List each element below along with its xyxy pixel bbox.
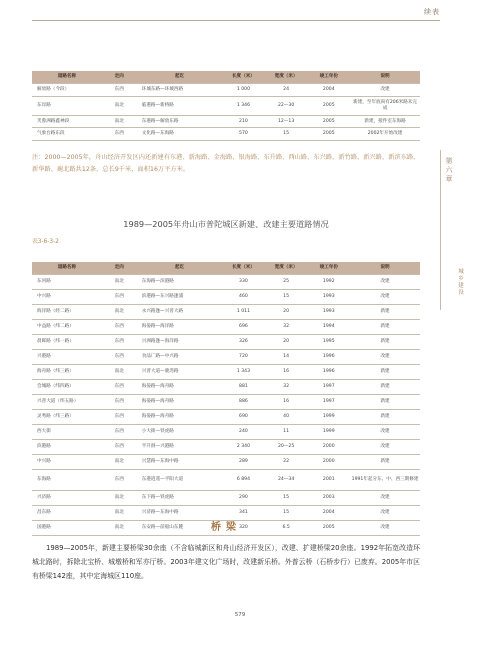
column-header: 走向 <box>102 262 137 275</box>
table-cell: 南北 <box>102 521 137 536</box>
table-cell: 210 <box>222 115 265 128</box>
table-row <box>32 96 420 115</box>
table-cell: 240 <box>222 425 265 440</box>
table-cell: 1 011 <box>222 305 265 320</box>
table-cell: 食品厂路—中兴路 <box>137 350 222 365</box>
table-row <box>32 335 420 350</box>
table-cell: 690 <box>222 410 265 425</box>
table-cell: 20 <box>265 305 308 320</box>
table-cell: 东西 <box>102 410 137 425</box>
table-cell: 南北 <box>102 365 137 380</box>
section-title: 桥梁 <box>211 522 241 533</box>
table-cell: 326 <box>222 335 265 350</box>
table-cell: 320 <box>222 521 265 536</box>
table-cell: 1999 <box>307 425 350 440</box>
table-cell: 南北 <box>102 305 137 320</box>
table-cell: 2003 <box>307 491 350 506</box>
table-row <box>32 115 420 128</box>
column-header: 走向 <box>102 71 137 84</box>
table-cell: 兴港路 <box>32 350 102 365</box>
table-putuo-roads <box>32 262 420 536</box>
table-cell: 2005 <box>307 115 350 128</box>
table-cell: 460 <box>222 290 265 305</box>
table-cell: 新建 <box>350 410 420 425</box>
table-row <box>32 290 420 305</box>
table-cell: 1996 <box>307 350 350 365</box>
table-cell: 永兴路逢—兴普大路 <box>137 305 222 320</box>
table-cell: 32 <box>265 380 308 395</box>
table-cell: 中兴路 <box>32 455 102 470</box>
table-header-row <box>32 71 420 84</box>
table-cell: 新建 <box>350 365 420 380</box>
table-cell: 改建 <box>350 425 420 440</box>
chapter-label: 第六章 <box>445 157 453 184</box>
table-cell: 40 <box>265 410 308 425</box>
column-header: 起讫 <box>137 71 222 84</box>
table-row <box>32 380 420 395</box>
table-header-row <box>32 262 420 275</box>
table-row <box>32 305 420 320</box>
table-row <box>32 365 420 380</box>
table-cell: 中益路（纬二路） <box>32 320 102 335</box>
table-cell: 东港路—解放东路 <box>137 115 222 128</box>
table-cell: 兴普大道（纬五路） <box>32 395 102 410</box>
table-cell: 696 <box>222 320 265 335</box>
column-header: 长度（米） <box>222 71 265 84</box>
table-cell: 滨港路 <box>32 440 102 455</box>
table-cell: 改建 <box>350 84 420 97</box>
table-cell: 289 <box>222 455 265 470</box>
column-header: 竣工年份 <box>307 71 350 84</box>
table-cell: 24—34 <box>265 470 308 491</box>
table-cell: 15 <box>265 290 308 305</box>
table-row <box>32 491 420 506</box>
table-cell: 新建 <box>350 395 420 410</box>
table-cell: 解放路（今段） <box>32 84 102 97</box>
column-header: 宽度（米） <box>265 71 308 84</box>
table-cell: 兴普大道—鹿湾路 <box>137 365 222 380</box>
table-cell: 西大街 <box>32 425 102 440</box>
table-cell: 改建 <box>350 521 420 536</box>
table-row <box>32 128 420 141</box>
table-cell: 东海路 <box>32 470 102 491</box>
table-cell: 720 <box>222 350 265 365</box>
table-cell: 南北 <box>102 275 137 290</box>
table-cell: 晨晖路（纬一路） <box>32 335 102 350</box>
table-cell: 新建 <box>350 455 420 470</box>
table-cell: 24 <box>265 84 308 97</box>
table-cell: 新建 <box>350 380 420 395</box>
table-cell: 昌东路 <box>32 506 102 521</box>
table-cell: 290 <box>222 491 265 506</box>
column-header: 竣工年份 <box>307 262 350 275</box>
table-cell: 新建，至年底尚有206米路未完成 <box>350 96 420 115</box>
table-cell: 南北 <box>102 506 137 521</box>
table-row <box>32 440 420 455</box>
table-cell: 1997 <box>307 380 350 395</box>
table-row <box>32 455 420 470</box>
table-cell: 新建 <box>350 305 420 320</box>
table-cell: 国港路 <box>32 521 102 536</box>
table-cell: 11 <box>265 425 308 440</box>
table-cell: 东西 <box>102 335 137 350</box>
table-cell: 小大街—铁虎路 <box>137 425 222 440</box>
section-body: 1989—2005年，新建主要桥梁30余座（不含临城新区和舟山经济开发区），改建、扩建桥梁20余座。1992年拓宽改造环城北路时，拆除北宝桥、城墩桥和军亦厅桥。2003年建文化广场时，改建新乐桥。外普云桥（石桥步行）已废弃。2005年市区有桥梁142座，其中定海城区110座。 <box>32 544 420 580</box>
column-header: 长度（米） <box>222 262 265 275</box>
table-cell: 临港路—新桥路 <box>137 96 222 115</box>
column-header: 道路名称 <box>32 71 102 84</box>
table-cell: 南北 <box>102 491 137 506</box>
continued-label: 续表 <box>424 8 440 16</box>
table-cell: 东河路 <box>32 275 102 290</box>
table-cell: 海晏路—海舟路 <box>137 395 222 410</box>
table-cell: 新建 <box>350 320 420 335</box>
table-cell: 东西 <box>102 380 137 395</box>
table-cell: 东西 <box>102 470 137 491</box>
table-cell: 1999 <box>307 410 350 425</box>
table-cell: 1996 <box>307 365 350 380</box>
table-cell: 半升洞—兴港路 <box>137 440 222 455</box>
table-cell: 东西 <box>102 290 137 305</box>
table-cell: 2005 <box>307 521 350 536</box>
table-row <box>32 275 420 290</box>
table-cell: 灵秀路（纬三路） <box>32 410 102 425</box>
table-cell: 2005 <box>307 128 350 141</box>
table-cell: 1994 <box>307 320 350 335</box>
table-cell: 2004 <box>307 506 350 521</box>
table-cell: 中兴路 <box>32 290 102 305</box>
table-cell: 东西 <box>102 395 137 410</box>
table-cell: 15 <box>265 506 308 521</box>
sidebar-divider <box>440 150 441 310</box>
table-row <box>32 395 420 410</box>
table-cell: 新建，接件室东海路 <box>350 115 420 128</box>
table-cell: 1 346 <box>222 96 265 115</box>
table-number: 表3-6-3-2 <box>32 239 59 245</box>
table-cell: 东岸路 <box>32 96 102 115</box>
table-cell: 2 340 <box>222 440 265 455</box>
table-cell: 15 <box>265 491 308 506</box>
table-cell: 6.5 <box>265 521 308 536</box>
table-cell: 1997 <box>307 395 350 410</box>
table-cell: 兴洲路逢—海洋路 <box>137 335 222 350</box>
table-cell: 2005 <box>307 96 350 115</box>
table-cell: 20—25 <box>265 440 308 455</box>
table-cell: 文化路—东海路 <box>137 128 222 141</box>
table-row <box>32 320 420 335</box>
table-cell: 东安路—前船山东麓 <box>137 521 222 536</box>
table-cell: 12—13 <box>265 115 308 128</box>
table-cell: 海晏路—海舟路 <box>137 380 222 395</box>
table-cell: 海舟路（纬三路） <box>32 365 102 380</box>
table-cell: 南北 <box>102 455 137 470</box>
table-cell: 会城路（纬四路） <box>32 380 102 395</box>
table-cell: 20 <box>265 335 308 350</box>
table-cell: 22 <box>265 455 308 470</box>
table-cell: 15 <box>265 128 308 141</box>
column-header: 起讫 <box>137 262 222 275</box>
table-cell: 东西 <box>102 350 137 365</box>
table-cell: 改建 <box>350 290 420 305</box>
table-cell: 改建 <box>350 440 420 455</box>
column-header: 说明 <box>350 262 420 275</box>
table-cell: 2001 <box>307 470 350 491</box>
table-cell: 1 000 <box>222 84 265 97</box>
table-cell: 570 <box>222 128 265 141</box>
table-cell: 2004 <box>307 84 350 97</box>
table-row <box>32 410 420 425</box>
table-cell: 兴济路—东海中路 <box>137 506 222 521</box>
table-row <box>32 470 420 491</box>
table-cell: 海洋路（经二路） <box>32 305 102 320</box>
page-number: 579 <box>234 612 246 618</box>
table-cell: 881 <box>222 380 265 395</box>
table-cell: 16 <box>265 365 308 380</box>
table-cell: 32 <box>265 320 308 335</box>
table-cell: 东西 <box>102 84 137 97</box>
table-cell: 东西 <box>102 425 137 440</box>
table-cell: 海晏路—海洋路 <box>137 320 222 335</box>
table-cell: 环城东路—环城西路 <box>137 84 222 97</box>
chapter-name: 城乡建设 <box>457 268 463 296</box>
table-cell: 新建 <box>350 335 420 350</box>
table-cell: 22—30 <box>265 96 308 115</box>
table-cell: 1991年起分东、中、西三期修建 <box>350 470 420 491</box>
table-row <box>32 350 420 365</box>
table-cell: 16 <box>265 395 308 410</box>
table-cell: 东港逍遥—平阳大道 <box>137 470 222 491</box>
table-cell: 兴济路 <box>32 491 102 506</box>
table-cell: 南北 <box>102 96 137 115</box>
table-cell: 南北 <box>102 115 137 128</box>
table-cell: 滨港路—东兴路逢浦 <box>137 290 222 305</box>
top-rule <box>32 20 440 21</box>
table-cell: 886 <box>222 395 265 410</box>
table-cell: 25 <box>265 275 308 290</box>
table-cell: 2000 <box>307 455 350 470</box>
table-cell: 海晏路—海舟路 <box>137 410 222 425</box>
table-cell: 改建 <box>350 506 420 521</box>
table-cell: 芙蓉洲路鑫神段 <box>32 115 102 128</box>
column-header: 道路名称 <box>32 262 102 275</box>
table-cell: 341 <box>222 506 265 521</box>
table-continued-roads <box>32 71 420 141</box>
table-cell: 改建 <box>350 350 420 365</box>
column-header: 说明 <box>350 71 420 84</box>
table-cell: 2002年开始改建 <box>350 128 420 141</box>
table-cell: 14 <box>265 350 308 365</box>
table-cell: 330 <box>222 275 265 290</box>
table-cell: 东下路—铁虎路 <box>137 491 222 506</box>
table-cell: 气象台路东段 <box>32 128 102 141</box>
table-cell: 东海路—滨港路 <box>137 275 222 290</box>
column-header: 宽度（米） <box>265 262 308 275</box>
table-cell: 东西 <box>102 128 137 141</box>
table-cell: 1993 <box>307 305 350 320</box>
table-cell: 东西 <box>102 440 137 455</box>
table-title: 1989—2005年舟山市普陀城区新建、改建主要道路情况 <box>123 219 329 229</box>
table-row <box>32 425 420 440</box>
table-cell: 1993 <box>307 290 350 305</box>
table-cell: 1992 <box>307 275 350 290</box>
table-cell: 2000 <box>307 440 350 455</box>
table-cell: 改建 <box>350 491 420 506</box>
table-row <box>32 84 420 97</box>
table-cell: 东西 <box>102 320 137 335</box>
table-cell: 兴慧路—东海中路 <box>137 455 222 470</box>
table-cell: 改建 <box>350 275 420 290</box>
table-note: 注：2000—2005年，舟山经济开发区内还新建有东港、新海路、金海路、银海路、东升路、西山路、东兴路、新竹路、新兴路、新滨东路、新华路、鹿北路共12条，总长9千米，面积16万平方米。 <box>32 154 420 173</box>
table-cell: 1 343 <box>222 365 265 380</box>
table-cell: 6 894 <box>222 470 265 491</box>
table-cell: 1995 <box>307 335 350 350</box>
